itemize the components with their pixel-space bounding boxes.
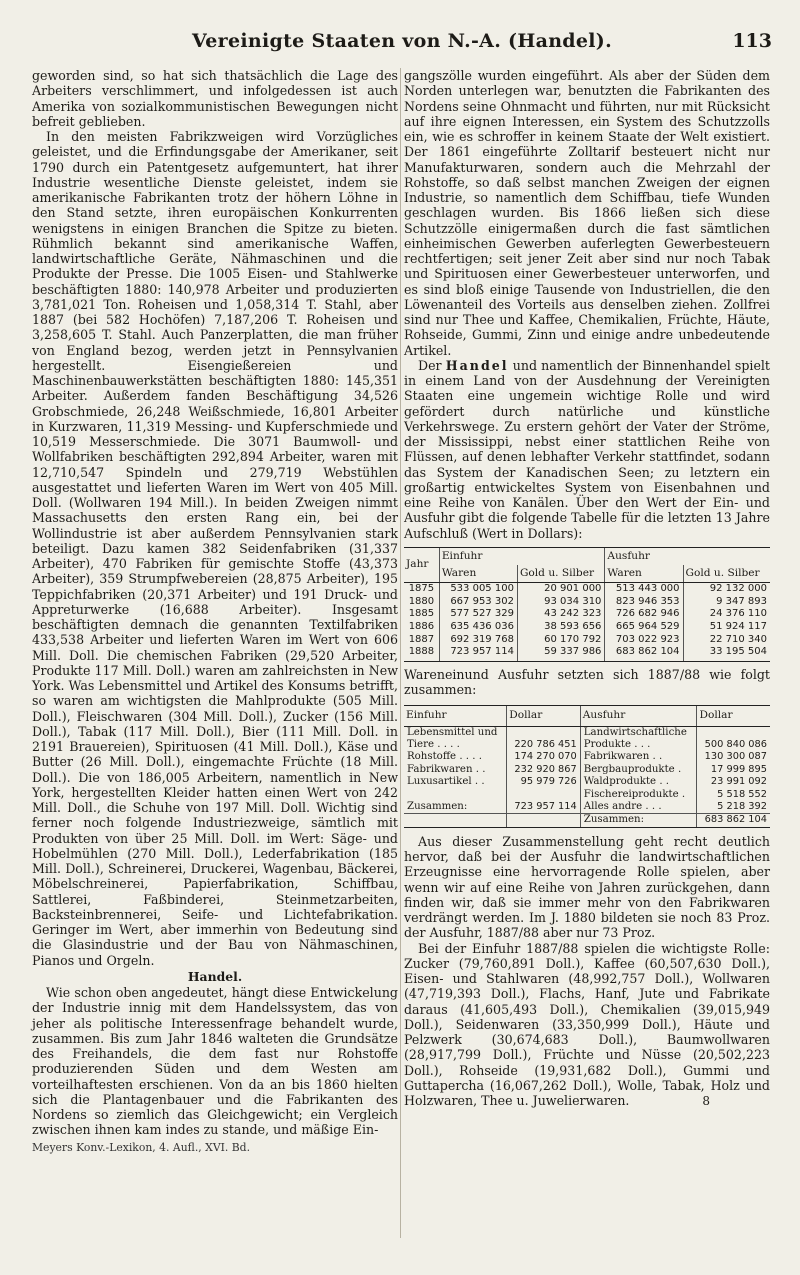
value-cell: 667 953 302 [439,596,517,609]
table-row [404,751,770,763]
value-cell: 22 710 340 [683,634,770,647]
column-divider [400,68,401,1238]
import-label-cell: Rohstoffe . . . . [407,751,482,763]
emphasis-handel: Handel [445,357,509,373]
import-value-cell: 174 270 070 [507,751,581,763]
left-column [32,68,398,1155]
value-cell: 33 195 504 [683,646,770,661]
export-label-cell: Fischereiprodukte . [580,789,697,801]
page-header [32,30,772,60]
col-import: Einfuhr [404,706,507,726]
value-cell: 683 862 104 [605,646,683,661]
value-cell: 60 170 792 [517,634,604,647]
text-span: Der [418,357,446,373]
export-value-cell: 500 840 086 [697,739,770,751]
paragraph: Wareneinund Ausfuhr setzten sich 1887/88 wie folgt zusammen: [404,666,770,698]
col-export: Ausfuhr [580,706,697,726]
year-cell: 1885 [408,608,435,620]
paragraph: Aus dieser Zusammenstellung geht recht deutlich hervor, daß bei der Ausfuhr die landwirtschaftlichen Erzeugnisse eine hervorragende Rolle spielen, aber wenn wir auf eine Reihe von Jahren zurückgehen, dann finden wir, daß sie immer mehr von den Fabrikwaren verdrängt werden. Im J. 1880 bildeten sie noch 83 Proz. der Ausfuhr, 1887/88 aber nur 73 Proz. [404,833,770,941]
value-cell: 51 924 117 [683,621,770,634]
table-row [404,726,770,739]
col-group-export: Ausfuhr [605,547,770,565]
signature-mark: 8 [702,1094,710,1109]
empty-cell [404,814,507,827]
col-export-goods: Waren [605,565,683,583]
table-row [404,739,770,751]
export-label-cell: Landwirtschaftliche [580,726,697,739]
table-row [404,776,770,788]
export-label-cell: Bergbauprodukte . [580,764,697,776]
table-row [404,583,770,596]
value-cell: 533 005 100 [439,583,517,596]
value-cell: 38 593 656 [517,621,604,634]
trade-table [404,547,770,662]
value-cell: 513 443 000 [605,583,683,596]
import-value-cell [507,726,581,739]
page-number: 113 [732,30,772,52]
import-label-cell: Fabrikwaren . . [407,763,486,775]
table-row [404,596,770,609]
paragraph: gangszölle wurden eingeführt. Als aber der Süden dem Norden unterlegen war, benutzten die Fabrikanten des Nordens seine Ohnmacht und führten, nur mit Rücksicht auf ihre eignen Interessen, ein System des Schutzzolls ein, wie es schroffer in keinem Staate der Welt existiert. Der 1861 eingeführte Zolltarif besteuert nicht nur Manufakturwaren, sondern auch die Mehrzahl der Rohstoffe, so daß selbst manchen Zweigen der eignen Industrie, so namentlich dem Schiffbau, tiefe Wunden geschlagen wurden. Bis 1866 ließen sich diese Schutzzölle einigermaßen durch die fast sämtlichen einheimischen Gewerben auferlegten Gewerbesteuern rechtfertigen; seit jener Zeit aber sind nur noch Tabak und Spirituosen einer Gewerbesteuer unterworfen, und es sind bloß einige Tausende von Industriellen, die den Löwenanteil des Vorteils aus denselben ziehen. Zollfrei sind nur Thee und Kaffee, Chemikalien, Früchte, Häute, Rohseide, Gummi, Zinn und einige andre unbedeutende Artikel. [404,68,770,358]
import-label-cell: Luxusartikel . . [407,776,485,788]
table-row [404,646,770,661]
footer-citation: Meyers Konv.-Lexikon, 4. Aufl., XVI. Bd. [32,1140,251,1154]
col-import-gold: Gold u. Silber [517,565,604,583]
value-cell: 635 436 036 [439,621,517,634]
col-dollar: Dollar [697,706,770,726]
table-row [404,789,770,801]
value-cell: 9 347 893 [683,596,770,609]
export-label-cell: Produkte . . . [580,739,697,751]
value-cell: 24 376 110 [683,608,770,621]
export-value-cell: 5 518 552 [697,789,770,801]
value-cell: 577 527 329 [439,608,517,621]
import-value-cell: 95 979 726 [507,776,581,788]
paragraph: In den meisten Fabrikzweigen wird Vorzügliches geleistet, und die Erfindungsgabe der Amerikaner, seit 1790 durch ein Patentgesetz aufgemuntert, hat ihrer Industrie wesentliche Dienste geleistet, indem sie amerikanische Fabrikanten trotz der höhern Löhne in den Stand setzte, ihren europäischen Konkurrenten wenigstens in einigen Branchen die Spitze zu bieten. Rühmlich bekannt sind amerikanische Waffen, landwirtschaftliche Geräte, Nähmaschinen und die Produkte der Presse. Die 1005 Eisen- und Stahlwerke beschäftigten 1880: 140,978 Arbeiter und produzierten 3,781,021 Ton. Roheisen und 1,058,314 T. Stahl, aber 1887 (bei 582 Hochöfen) 7,187,206 T. Roheisen und 3,258,605 T. Stahl. Auch Panzerplatten, die man früher von England bezog, werden jetzt in Pennsylvanien hergestellt. Eisengießereien und Maschinenbauwerkstätten beschäftigten 1880: 145,351 Arbeiter. Außerdem fanden Beschäftigung 34,526 Grobschmiede, 26,248 Weißschmiede, 16,801 Arbeiter in Kurzwaren, 11,319 Messing- und Kupferschmiede und 10,519 Messerschmiede. Die 3071 Baumwoll- und Wollfabriken beschäftigten 292,894 Arbeiter, waren mit 12,710,547 Spindeln und 279,719 Webstühlen ausgestattet und lieferten Waren im Wert von 405 Mill. Doll. (Wollwaren 194 Mill.). In beiden Zweigen nimmt Massachusetts den ersten Rang ein, bei der Wollindustrie ist aber außerdem Pennsylvanien stark beteiligt. Dazu kamen 382 Seidenfabriken (31,337 Arbeiter), 470 Fabriken für gemischte Stoffe (43,373 Arbeiter), 359 Strumpfwebereien (28,875 Arbeiter), 195 Teppichfabriken (20,371 Arbeiter) und 191 Druck- und Appreturwerke (16,688 Arbeiter). Insgesamt beschäftigten demnach die genannten Textilfabriken 433,538 Arbeiter und lieferten Waren im Wert von 606 Mill. Doll. Die chemischen Fabriken (29,520 Arbeiter, Produkte 117 Mill. Doll.) waren am zahlreichsten in New York. Was Lebensmittel und Artikel des Konsums betrifft, so waren am wichtigsten die Mahlprodukte (505 Mill. Doll.), Fleischwaren (304 Mill. Doll.), Zucker (156 Mill. Doll.), Tabak (117 Mill. Doll.), Bier (111 Mill. Doll. in 2191 Brauereien), Spirituosen (41 Mill. Doll.), Käse und Butter (26 Mill. Doll.), eingemachte Früchte (18 Mill. Doll.). Die von 186,005 Arbeitern, namentlich in New York, hergestellten Kleider hatten einen Wert von 242 Mill. Doll., die Schuhe von 197 Mill. Doll. Wichtig sind ferner noch folgende Industriezweige, sämtlich mit Produkten von über 25 Mill. Doll. im Wert: Säge- und Hobelmühlen (270 Mill. Doll.), Lederfabrikation (185 Mill. Doll.), Schreinerei, Druckerei, Wagenbau, Bäckerei, Möbelschreinerei, Papierfabrikation, Schiffbau, Sattlerei, Faßbinderei, Steinmetzarbeiten, Backsteinbrennerei, Seife- und Lichtefabrikation. Geringer im Wert, aber immerhin von Bedeutung sind die Glasindustrie und der Bau von Nähmaschinen, Pianos und Orgeln. [32,129,398,968]
export-value-cell: 5 218 392 [697,801,770,814]
value-cell: 692 319 768 [439,634,517,647]
export-value-cell: 23 991 092 [697,776,770,788]
table-row [404,764,770,776]
import-label-cell: Tiere . . . . [407,738,460,750]
col-year: Jahr [404,547,439,583]
value-cell: 59 337 986 [517,646,604,661]
year-cell: 1880 [408,595,435,607]
empty-cell [507,814,581,827]
import-value-cell: 232 920 867 [507,764,581,776]
value-cell: 823 946 353 [605,596,683,609]
paragraph: geworden sind, so hat sich thatsächlich die Lage des Arbeiters verschlimmert, und infolgedessen ist auch Amerika von sozialkommunistischen Bewegungen nicht befreit geblieben. [32,68,398,129]
table-row [404,814,770,827]
year-cell: 1887 [408,633,435,645]
export-value-cell [697,726,770,739]
goods-table [404,705,770,828]
table-row [404,634,770,647]
value-cell: 703 022 923 [605,634,683,647]
table-row [404,608,770,621]
export-total-label: Zusammen: [580,814,697,827]
value-cell: 92 132 000 [683,583,770,596]
value-cell: 665 964 529 [605,621,683,634]
right-column [404,68,770,1110]
table-row [404,801,770,814]
running-title: Vereinigte Staaten von N.-A. (Handel). [191,30,613,52]
import-value-cell: 220 786 451 [507,739,581,751]
paragraph [404,358,770,541]
paragraph: Wie schon oben angedeutet, hängt diese Entwickelung der Industrie innig mit dem Handelssystem, das von jeher als politische Interessenfrage behandelt wurde, zusammen. Bis zum Jahr 1846 walteten die Grundsätze des Freihandels, die dem fast nur Rohstoffe produzierenden Süden und dem Westen am vorteilhaftesten erschienen. Von da an bis 1860 hielten sich die Plantagenbauer und die Fabrikanten des Nordens so ziemlich das Gleichgewicht; ein Vergleich zwischen ihnen kam indes zu stande, und mäßige Ein- [32,985,398,1138]
export-label-cell: Fabrikwaren . . [580,751,697,763]
empty-cell [507,789,581,801]
year-cell: 1888 [404,646,439,661]
year-cell: 1886 [408,621,435,633]
value-cell: 726 682 946 [605,608,683,621]
col-import-goods: Waren [439,565,517,583]
col-group-import: Einfuhr [439,547,605,565]
empty-cell [404,789,507,801]
import-total-label: Zusammen: [407,801,468,812]
export-label-cell: Alles andre . . . [580,801,697,814]
col-export-gold: Gold u. Silber [683,565,770,583]
year-cell: 1875 [408,583,435,595]
export-value-cell: 130 300 087 [697,751,770,763]
value-cell: 20 901 000 [517,583,604,596]
export-total-value: 683 862 104 [697,814,770,827]
value-cell: 43 242 323 [517,608,604,621]
col-dollar: Dollar [507,706,581,726]
export-label-cell: Waldprodukte . . [580,776,697,788]
paragraph: Bei der Einfuhr 1887/88 spielen die wichtigste Rolle: Zucker (79,760,891 Doll.), Kaffee (60,507,630 Doll.), Eisen- und Stahlwaren (48,992,757 Doll.), Wollwaren (47,719,393 Doll.), Flachs, Hanf, Jute und Fabrikate daraus (41,605,493 Doll.), Chemikalien (39,015,949 Doll.), Seidenwaren (33,350,999 Doll.), Häute und Pelzwerk (30,674,683 Doll.), Baumwollwaren (28,917,799 Doll.), Früchte und Nüsse (20,502,223 Doll.), Rohseide (19,931,682 Doll.), Gummi und Guttapercha (16,067,262 Doll.), Wolle, Tabak, Holz und Holzwaren, Thee u. Juwelierwaren. [404,940,770,1109]
import-total-value: 723 957 114 [507,801,581,814]
table-row [404,621,770,634]
section-heading: Handel. [187,968,243,984]
text-span: und namentlich der Binnenhandel spielt in einem Land von der Ausdehnung der Vereinigten Staaten eine ungemein wichtige Rolle und wird gefördert durch natürliche und künstliche Verkehrswege. Zu erstern gehört der Vater der Ströme, der Mississippi, nebst einer stattlichen Reihe von Flüssen, auf denen lebhafter Verkehr stattfindet, sodann das System der Kanadischen Seen; zu letztern ein großartig entwickeltes System von Eisenbahnen und eine Reihe von Kanälen. Über den Wert der Ein- und Ausfuhr gibt die folgende Tabelle für die letzten 13 Jahre Aufschluß (Wert in Dollars): [404,357,770,541]
value-cell: 723 957 114 [439,646,517,661]
import-label-cell: Lebensmittel und [407,726,498,738]
export-value-cell: 17 999 895 [697,764,770,776]
value-cell: 93 034 310 [517,596,604,609]
